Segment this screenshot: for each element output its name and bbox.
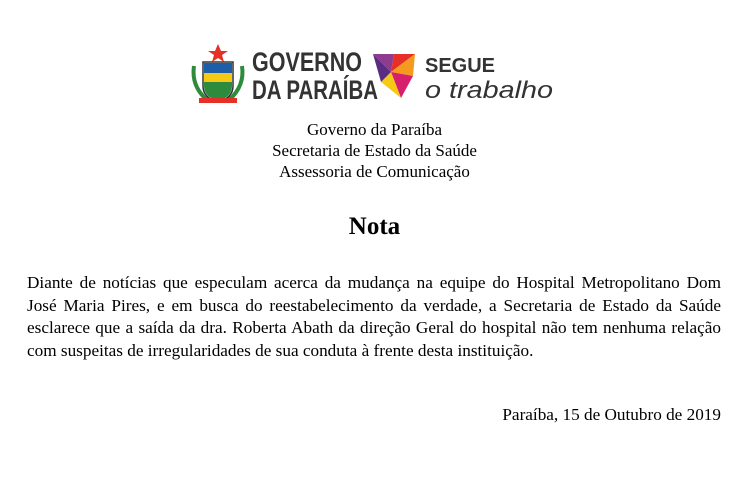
logo-text-governo: GOVERNO (252, 47, 362, 77)
header-communication: Assessoria de Comunicação (279, 162, 470, 181)
note-body: Diante de notícias que especulam acerca da mudança na equipe do Hospital Metropolitano Dom José Maria Pires, e em busca do reestabelecimento da verdade, a Secretaria de Estado da Saúde esclarece que a saída da dra. Roberta Abath da direção Geral do hospital não tem nenhuma relação com suspeitas de irregularidades de sua conduta à frente desta instituição. (27, 273, 721, 360)
coat-of-arms-icon (194, 44, 243, 103)
header-secretariat: Secretaria de Estado da Saúde (272, 141, 477, 160)
document-title: Nota (348, 213, 401, 240)
header-government: Governo da Paraíba (306, 120, 442, 139)
governo-paraiba-logo (191, 42, 561, 106)
document-header (0, 119, 749, 182)
pinwheel-icon (373, 54, 415, 98)
logo-slogan-trabalho: o trabalho (425, 77, 553, 104)
document-date: Paraíba, 15 de Outubro de 2019 (502, 405, 721, 424)
logo-slogan-segue: SEGUE (425, 55, 496, 77)
logo-text-da-paraiba: DA PARAÍBA (252, 75, 419, 105)
